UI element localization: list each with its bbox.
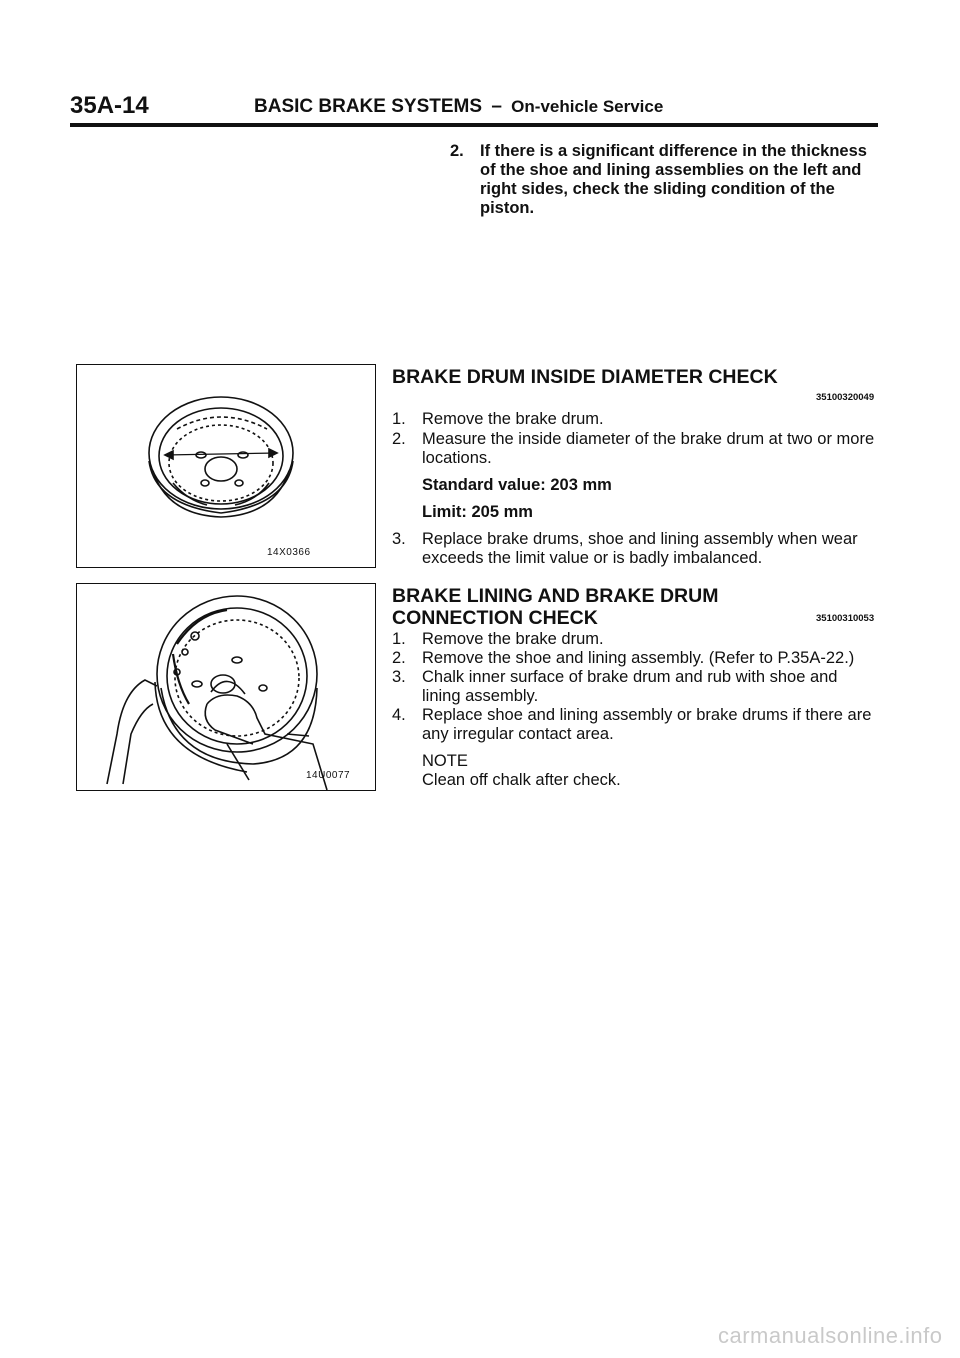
lining-ref: 35100310053 bbox=[816, 613, 875, 624]
step-text: Remove the brake drum. bbox=[422, 630, 604, 648]
step-num: 2. bbox=[392, 430, 406, 448]
step-item bbox=[392, 668, 878, 706]
note-label bbox=[392, 752, 878, 771]
title-dash: – bbox=[491, 96, 502, 117]
lining-heading-line2: CONNECTION CHECK bbox=[392, 607, 598, 629]
footer-watermark: carmanualsonline.info bbox=[718, 1323, 943, 1348]
drum-diameter-heading: BRAKE DRUM INSIDE DIAMETER CHECK bbox=[392, 366, 778, 388]
note-label-text: NOTE bbox=[422, 752, 468, 770]
intro-text: If there is a significant difference in the thickness of the shoe and lining assemblies on the left and right sides, check the sliding condition of the piston. bbox=[480, 142, 867, 217]
step-text: Measure the inside diameter of the brake drum at two or more locations. bbox=[422, 430, 875, 467]
step-num: 3. bbox=[392, 668, 406, 686]
figure-lining-contact bbox=[76, 583, 376, 791]
step-item bbox=[392, 649, 878, 668]
drum-diameter-steps bbox=[392, 410, 878, 568]
note-body-text: Clean off chalk after check. bbox=[422, 771, 621, 789]
drum-diameter-ref: 35100320049 bbox=[816, 392, 875, 403]
lining-contact-illustration bbox=[77, 584, 375, 790]
step-num: 3. bbox=[392, 530, 406, 548]
step-item bbox=[392, 706, 878, 744]
step-text: Remove the shoe and lining assembly. (Refer to P.35A-22.) bbox=[422, 649, 855, 667]
step-item bbox=[392, 630, 878, 649]
step-text: Remove the brake drum. bbox=[422, 410, 604, 428]
step-num: 4. bbox=[392, 706, 406, 724]
intro-item bbox=[450, 142, 880, 218]
limit-value bbox=[392, 503, 878, 522]
intro-num: 2. bbox=[450, 142, 464, 160]
step-num: 1. bbox=[392, 410, 406, 428]
limit-value-text: Limit: 205 mm bbox=[422, 503, 533, 521]
step-text: Chalk inner surface of brake drum and rub with shoe and lining assembly. bbox=[422, 668, 838, 705]
lining-heading-line1: BRAKE LINING AND BRAKE DRUM bbox=[392, 585, 719, 607]
intro-paragraph bbox=[450, 142, 880, 218]
standard-value-text: Standard value: 203 mm bbox=[422, 476, 612, 494]
step-text: Replace brake drums, shoe and lining assembly when wear exceeds the limit value or is badly imbalanced. bbox=[422, 530, 858, 567]
figure-drum-diameter bbox=[76, 364, 376, 568]
step-item bbox=[392, 410, 878, 429]
note-text bbox=[392, 771, 878, 790]
page-code: 35A-14 bbox=[70, 92, 149, 119]
brake-drum-illustration bbox=[77, 365, 375, 567]
page-title bbox=[254, 96, 663, 118]
lining-steps bbox=[392, 630, 878, 790]
figure-lining-label: 14U0077 bbox=[306, 770, 351, 781]
step-num: 2. bbox=[392, 649, 406, 667]
step-text: Replace shoe and lining assembly or brake drums if there are any irregular contact area. bbox=[422, 706, 872, 743]
subtitle-text: On-vehicle Service bbox=[511, 97, 664, 116]
header-rule bbox=[70, 123, 878, 127]
figure-drum-label: 14X0366 bbox=[267, 547, 311, 558]
title-text: BASIC BRAKE SYSTEMS bbox=[254, 96, 483, 117]
standard-value bbox=[392, 476, 878, 495]
step-num: 1. bbox=[392, 630, 406, 648]
step-item bbox=[392, 430, 878, 468]
step-item bbox=[392, 530, 878, 568]
